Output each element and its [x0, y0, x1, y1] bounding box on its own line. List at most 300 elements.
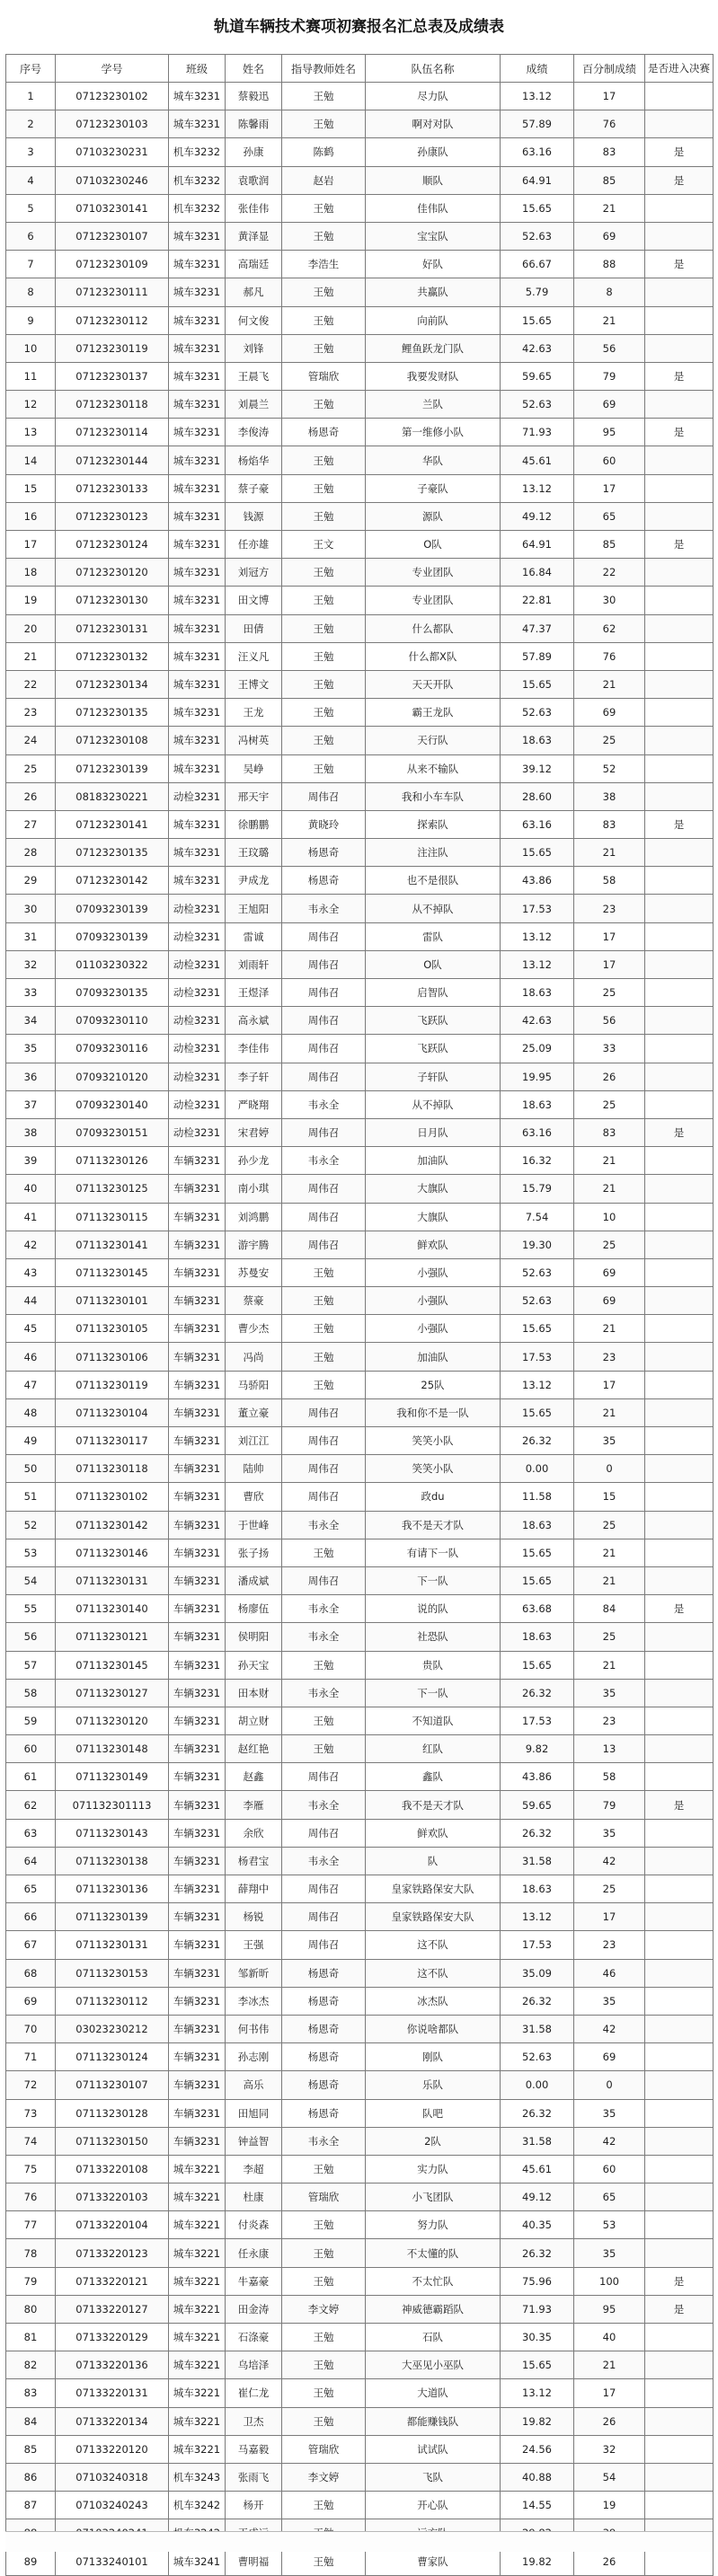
table-row	[6, 278, 714, 306]
cell-team: 大巫见小巫队	[366, 2351, 501, 2379]
cell-team: 大道队	[366, 2379, 501, 2407]
cell-final	[645, 474, 714, 502]
cell-score: 31.58	[501, 2127, 574, 2155]
cell-teacher: 李文婷	[282, 2463, 366, 2491]
cell-final	[645, 2463, 714, 2491]
cell-name: 孙少龙	[226, 1147, 282, 1175]
cell-class: 车辆3231	[169, 2099, 226, 2127]
cell-percent-score: 25	[574, 1231, 645, 1258]
cell-score: 26.32	[501, 1819, 574, 1847]
cell-score: 30.35	[501, 2324, 574, 2351]
cell-percent-score: 69	[574, 2043, 645, 2071]
cell-final	[645, 2435, 714, 2463]
cell-teacher: 黄晓玲	[282, 810, 366, 838]
cell-student-id: 07113230119	[56, 1371, 169, 1398]
cell-student-id: 07113230104	[56, 1398, 169, 1426]
cell-teacher: 王勉	[282, 194, 366, 222]
cell-team: 啊对对队	[366, 110, 501, 138]
cell-teacher: 王勉	[282, 306, 366, 334]
cell-name: 田旭同	[226, 2099, 282, 2127]
cell-final	[645, 1035, 714, 1063]
cell-teacher: 王勉	[282, 1343, 366, 1371]
cell-final: 是	[645, 531, 714, 559]
cell-percent-score: 46	[574, 1959, 645, 1987]
cell-class: 城车3231	[169, 587, 226, 614]
cell-name: 杨锐	[226, 1903, 282, 1931]
cell-final	[645, 1007, 714, 1035]
cell-teacher: 王勉	[282, 1258, 366, 1286]
cell-class: 城车3231	[169, 810, 226, 838]
header-score: 成绩	[501, 55, 574, 83]
cell-name: 蔡毅迅	[226, 83, 282, 110]
cell-team: 政du	[366, 1483, 501, 1511]
cell-team: 努力队	[366, 2211, 501, 2239]
cell-final	[645, 1203, 714, 1231]
cell-final	[645, 1398, 714, 1426]
cell-teacher: 王勉	[282, 334, 366, 362]
cell-team: 实力队	[366, 2155, 501, 2183]
cell-index: 47	[6, 1371, 56, 1398]
cell-score: 52.63	[501, 391, 574, 419]
cell-final	[645, 1539, 714, 1566]
cell-percent-score: 21	[574, 1651, 645, 1679]
cell-final: 是	[645, 138, 714, 166]
cell-student-id: 07113230138	[56, 1847, 169, 1875]
cell-class: 车辆3231	[169, 1987, 226, 2015]
cell-team: 都能赚钱队	[366, 2407, 501, 2435]
cell-student-id: 07113230145	[56, 1651, 169, 1679]
cell-percent-score: 26	[574, 2407, 645, 2435]
cell-name: 侯明阳	[226, 1623, 282, 1651]
cell-student-id: 07103230141	[56, 194, 169, 222]
cell-score: 13.12	[501, 1371, 574, 1398]
cell-student-id: 07113230125	[56, 1175, 169, 1203]
cell-student-id: 07123230141	[56, 810, 169, 838]
cell-final	[645, 727, 714, 754]
cell-percent-score: 35	[574, 1679, 645, 1707]
cell-class: 动检3231	[169, 922, 226, 950]
cell-teacher: 王勉	[282, 278, 366, 306]
cell-team: 这不队	[366, 1931, 501, 1959]
cell-percent-score: 8	[574, 278, 645, 306]
cell-index: 40	[6, 1175, 56, 1203]
cell-percent-score: 95	[574, 2295, 645, 2323]
cell-student-id: 07123230109	[56, 251, 169, 278]
cell-team: 鑫队	[366, 1763, 501, 1791]
cell-student-id: 07103230246	[56, 166, 169, 194]
cell-teacher: 杨恩奇	[282, 419, 366, 446]
table-row	[6, 2435, 714, 2463]
cell-final	[645, 1763, 714, 1791]
table-row	[6, 1931, 714, 1959]
cell-class: 车辆3231	[169, 1875, 226, 1903]
cell-index: 24	[6, 727, 56, 754]
cell-teacher: 周伟召	[282, 1455, 366, 1483]
cell-student-id: 07133220134	[56, 2407, 169, 2435]
cell-name: 孙天宝	[226, 1651, 282, 1679]
cell-name: 张雨飞	[226, 2463, 282, 2491]
cell-student-id: 07123230103	[56, 110, 169, 138]
cell-score: 17.53	[501, 1931, 574, 1959]
table-row	[6, 194, 714, 222]
table-row	[6, 1595, 714, 1623]
cell-score: 47.37	[501, 614, 574, 642]
cell-final	[645, 1875, 714, 1903]
table-row	[6, 1090, 714, 1118]
cell-class: 城车3231	[169, 362, 226, 390]
cell-name: 刘冠方	[226, 559, 282, 587]
table-row	[6, 1455, 714, 1483]
cell-team: 我和你不是一队	[366, 1398, 501, 1426]
cell-name: 徐鹏鹏	[226, 810, 282, 838]
cell-final	[645, 1623, 714, 1651]
cell-class: 车辆3231	[169, 1623, 226, 1651]
cell-teacher: 王勉	[282, 1735, 366, 1763]
cell-student-id: 07123230124	[56, 531, 169, 559]
cell-index: 34	[6, 1007, 56, 1035]
cell-teacher: 周伟召	[282, 979, 366, 1007]
cell-index: 12	[6, 391, 56, 419]
table-row	[6, 1959, 714, 1987]
cell-percent-score: 21	[574, 670, 645, 698]
cell-class: 车辆3231	[169, 1147, 226, 1175]
cell-index: 81	[6, 2324, 56, 2351]
cell-final	[645, 642, 714, 670]
cell-percent-score: 60	[574, 2155, 645, 2183]
cell-percent-score: 56	[574, 334, 645, 362]
cell-score: 75.96	[501, 2267, 574, 2295]
cell-final	[645, 587, 714, 614]
cell-teacher: 李文婷	[282, 2295, 366, 2323]
cell-name: 高永斌	[226, 1007, 282, 1035]
cell-class: 城车3221	[169, 2379, 226, 2407]
cell-class: 车辆3231	[169, 1343, 226, 1371]
table-row	[6, 138, 714, 166]
cell-team: 试试队	[366, 2435, 501, 2463]
cell-student-id: 07113230140	[56, 1595, 169, 1623]
cell-score: 66.67	[501, 251, 574, 278]
cell-class: 城车3231	[169, 419, 226, 446]
cell-index: 26	[6, 782, 56, 810]
table-row	[6, 2043, 714, 2071]
cell-class: 车辆3231	[169, 1455, 226, 1483]
cell-index: 23	[6, 699, 56, 727]
cell-student-id: 07113230120	[56, 1707, 169, 1734]
cell-team: 宝宝队	[366, 222, 501, 250]
cell-teacher: 李浩生	[282, 251, 366, 278]
cell-student-id: 07123230135	[56, 839, 169, 867]
cell-name: 李雁	[226, 1791, 282, 1819]
cell-name: 于世峰	[226, 1511, 282, 1539]
cell-index: 21	[6, 642, 56, 670]
cell-index: 57	[6, 1651, 56, 1679]
cell-final	[645, 1258, 714, 1286]
cell-class: 车辆3231	[169, 2015, 226, 2042]
cell-student-id: 07133220120	[56, 2435, 169, 2463]
table-row	[6, 334, 714, 362]
cell-percent-score: 42	[574, 1847, 645, 1875]
cell-score: 13.12	[501, 474, 574, 502]
cell-team: 我不是天才队	[366, 1511, 501, 1539]
cell-name: 马嘉毅	[226, 2435, 282, 2463]
cell-name: 李冰杰	[226, 1987, 282, 2015]
cell-percent-score: 13	[574, 1735, 645, 1763]
cell-student-id: 071132301113	[56, 1791, 169, 1819]
cell-team: 乐队	[366, 2071, 501, 2099]
cell-score: 57.89	[501, 110, 574, 138]
cell-score: 19.82	[501, 2407, 574, 2435]
cell-score: 0.00	[501, 2071, 574, 2099]
cell-team: 源队	[366, 502, 501, 530]
cell-student-id: 07113230143	[56, 1819, 169, 1847]
cell-name: 王龙	[226, 699, 282, 727]
table-row	[6, 1175, 714, 1203]
cell-class: 车辆3231	[169, 1231, 226, 1258]
cell-teacher: 周伟召	[282, 1483, 366, 1511]
cell-percent-score: 21	[574, 1175, 645, 1203]
cell-index: 61	[6, 1763, 56, 1791]
cell-student-id: 07113230150	[56, 2127, 169, 2155]
cell-final	[645, 867, 714, 895]
cell-class: 城车3221	[169, 2324, 226, 2351]
cell-student-id: 07113230106	[56, 1343, 169, 1371]
cell-name: 高乐	[226, 2071, 282, 2099]
cell-teacher: 陈鹤	[282, 138, 366, 166]
cell-index: 29	[6, 867, 56, 895]
table-row	[6, 1147, 714, 1175]
cell-team: 鲤鱼跃龙门队	[366, 334, 501, 362]
cell-name: 刘鸿鹏	[226, 1203, 282, 1231]
cell-index: 31	[6, 922, 56, 950]
cell-index: 18	[6, 559, 56, 587]
table-row	[6, 1007, 714, 1035]
cell-teacher: 韦永全	[282, 1847, 366, 1875]
cell-teacher: 王勉	[282, 446, 366, 474]
cell-name: 孙康	[226, 138, 282, 166]
cell-percent-score: 25	[574, 1511, 645, 1539]
cell-student-id: 07123230112	[56, 306, 169, 334]
cell-student-id: 07133220121	[56, 2267, 169, 2295]
cell-name: 苏曼安	[226, 1258, 282, 1286]
cell-teacher: 韦永全	[282, 895, 366, 922]
cell-percent-score: 58	[574, 867, 645, 895]
cell-score: 26.32	[501, 1679, 574, 1707]
cell-final	[645, 1511, 714, 1539]
cell-final	[645, 1847, 714, 1875]
cell-team: 子豪队	[366, 474, 501, 502]
cell-name: 郝凡	[226, 278, 282, 306]
header-student-id: 学号	[56, 55, 169, 83]
cell-teacher: 周伟召	[282, 1763, 366, 1791]
cell-name: 曹明福	[226, 2547, 282, 2575]
cell-team: 第一维修小队	[366, 419, 501, 446]
cell-student-id: 07123230131	[56, 614, 169, 642]
cell-final	[645, 699, 714, 727]
cell-name: 王旭阳	[226, 895, 282, 922]
cell-final: 是	[645, 251, 714, 278]
cell-class: 城车3231	[169, 614, 226, 642]
cell-team: 神威德霸蹈队	[366, 2295, 501, 2323]
cell-team: 天天开队	[366, 670, 501, 698]
cell-final	[645, 391, 714, 419]
cell-percent-score: 21	[574, 1315, 645, 1343]
cell-team: O队	[366, 950, 501, 978]
cell-student-id: 07113230124	[56, 2043, 169, 2071]
cell-student-id: 07123230134	[56, 670, 169, 698]
cell-index: 84	[6, 2407, 56, 2435]
cell-teacher: 周伟召	[282, 950, 366, 978]
cell-name: 蔡子豪	[226, 474, 282, 502]
table-row	[6, 1315, 714, 1343]
cell-final	[645, 1707, 714, 1734]
cell-teacher: 周伟召	[282, 1118, 366, 1146]
cell-percent-score: 17	[574, 922, 645, 950]
cell-name: 田文博	[226, 587, 282, 614]
cell-percent-score: 26	[574, 2547, 645, 2575]
cell-student-id: 07123230118	[56, 391, 169, 419]
cell-class: 动检3231	[169, 979, 226, 1007]
cell-teacher: 周伟召	[282, 1203, 366, 1231]
cell-index: 19	[6, 587, 56, 614]
cell-teacher: 王勉	[282, 587, 366, 614]
cell-student-id: 07093230140	[56, 1090, 169, 1118]
cell-name: 赵鑫	[226, 1763, 282, 1791]
cell-name: 乌培泽	[226, 2351, 282, 2379]
cell-final: 是	[645, 166, 714, 194]
table-row	[6, 1987, 714, 2015]
cell-student-id: 07113230131	[56, 1566, 169, 1594]
cell-final	[645, 2351, 714, 2379]
cell-index: 11	[6, 362, 56, 390]
cell-index: 35	[6, 1035, 56, 1063]
cell-class: 动检3231	[169, 1118, 226, 1146]
cell-score: 7.54	[501, 1203, 574, 1231]
cell-teacher: 管瑞欣	[282, 362, 366, 390]
cell-score: 59.65	[501, 1791, 574, 1819]
cell-class: 城车3221	[169, 2211, 226, 2239]
cell-index: 74	[6, 2127, 56, 2155]
cell-class: 机车3232	[169, 194, 226, 222]
cell-name: 杨开	[226, 2492, 282, 2519]
cell-final: 是	[645, 1791, 714, 1819]
cell-index: 38	[6, 1118, 56, 1146]
cell-final	[645, 222, 714, 250]
cell-percent-score: 32	[574, 2435, 645, 2463]
cell-teacher: 周伟召	[282, 1063, 366, 1090]
cell-team: 孙康队	[366, 138, 501, 166]
cell-name: 潘成斌	[226, 1566, 282, 1594]
cell-class: 城车3231	[169, 391, 226, 419]
cell-name: 张子扬	[226, 1539, 282, 1566]
cell-percent-score: 26	[574, 1063, 645, 1090]
cell-team: 加油队	[366, 1147, 501, 1175]
cell-student-id: 07133220136	[56, 2351, 169, 2379]
cell-score: 57.89	[501, 642, 574, 670]
cell-final	[645, 1455, 714, 1483]
cell-name: 游宇腾	[226, 1231, 282, 1258]
cell-student-id: 07123230107	[56, 222, 169, 250]
cell-index: 32	[6, 950, 56, 978]
cell-teacher: 王勉	[282, 614, 366, 642]
cell-teacher: 韦永全	[282, 2127, 366, 2155]
cell-student-id: 07123230144	[56, 446, 169, 474]
cell-name: 雷诚	[226, 922, 282, 950]
cell-student-id: 07133220129	[56, 2324, 169, 2351]
cell-final	[645, 754, 714, 782]
cell-student-id: 07113230105	[56, 1315, 169, 1343]
cell-index: 16	[6, 502, 56, 530]
cell-student-id: 07113230153	[56, 1959, 169, 1987]
cell-student-id: 07123230137	[56, 362, 169, 390]
cell-class: 车辆3231	[169, 2071, 226, 2099]
cell-name: 刘江江	[226, 1427, 282, 1455]
cell-score: 49.12	[501, 502, 574, 530]
cell-final	[645, 2407, 714, 2435]
cell-name: 钱源	[226, 502, 282, 530]
table-row	[6, 2267, 714, 2295]
cell-final	[645, 2071, 714, 2099]
cell-percent-score: 21	[574, 1566, 645, 1594]
cell-student-id: 07113230107	[56, 2071, 169, 2099]
cell-teacher: 杨恩奇	[282, 867, 366, 895]
cell-final	[645, 2211, 714, 2239]
cell-score: 45.61	[501, 446, 574, 474]
cell-team: 向前队	[366, 306, 501, 334]
cell-final	[645, 614, 714, 642]
cell-score: 17.53	[501, 895, 574, 922]
cell-score: 5.79	[501, 278, 574, 306]
cell-name: 汪义凡	[226, 642, 282, 670]
cell-percent-score: 62	[574, 614, 645, 642]
cell-final	[645, 1903, 714, 1931]
cell-score: 52.63	[501, 2043, 574, 2071]
cell-final	[645, 110, 714, 138]
cell-score: 22.81	[501, 587, 574, 614]
table-row	[6, 2379, 714, 2407]
cell-class: 动检3231	[169, 895, 226, 922]
cell-student-id: 07123230102	[56, 83, 169, 110]
cell-percent-score: 21	[574, 839, 645, 867]
cell-percent-score: 25	[574, 727, 645, 754]
cell-index: 44	[6, 1287, 56, 1315]
cell-class: 城车3231	[169, 754, 226, 782]
cell-teacher: 王勉	[282, 2239, 366, 2267]
cell-percent-score: 95	[574, 419, 645, 446]
cell-student-id: 07123230135	[56, 699, 169, 727]
cell-team: 鲜欢队	[366, 1231, 501, 1258]
cell-score: 64.91	[501, 166, 574, 194]
cell-percent-score: 65	[574, 2183, 645, 2211]
cell-score: 63.16	[501, 1118, 574, 1146]
cell-teacher: 周伟召	[282, 1903, 366, 1931]
cell-score: 19.95	[501, 1063, 574, 1090]
cell-teacher: 王勉	[282, 559, 366, 587]
cell-percent-score: 42	[574, 2127, 645, 2155]
cell-teacher: 王勉	[282, 502, 366, 530]
cell-student-id: 07113230148	[56, 1735, 169, 1763]
cell-name: 任亦雄	[226, 531, 282, 559]
cell-student-id: 07113230136	[56, 1875, 169, 1903]
header-index: 序号	[6, 55, 56, 83]
table-row	[6, 782, 714, 810]
cell-name: 田金涛	[226, 2295, 282, 2323]
cell-index: 68	[6, 1959, 56, 1987]
cell-name: 刘雨轩	[226, 950, 282, 978]
cell-percent-score: 69	[574, 1287, 645, 1315]
cell-index: 5	[6, 194, 56, 222]
cell-class: 车辆3231	[169, 1847, 226, 1875]
cell-class: 城车3221	[169, 2267, 226, 2295]
